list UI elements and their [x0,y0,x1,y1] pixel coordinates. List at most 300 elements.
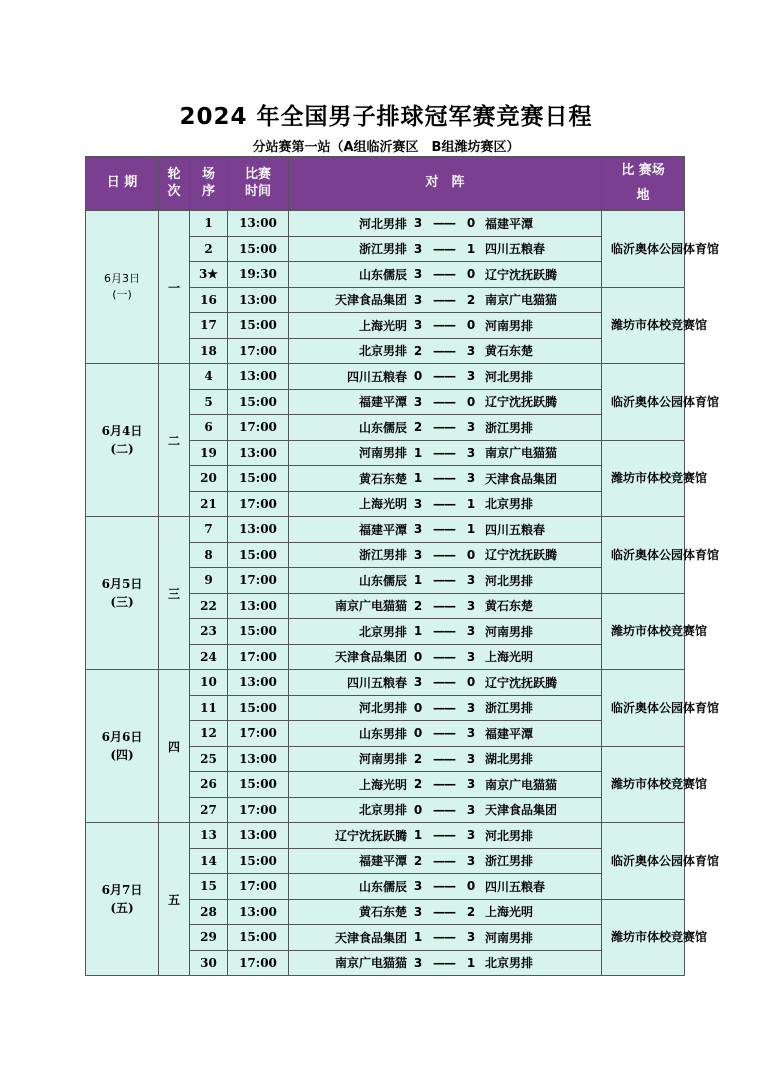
away-score: 2 [466,904,476,919]
matchup-cell [289,211,602,237]
match-number: 4 [190,364,228,390]
match-time: 15:00 [228,925,289,951]
home-team: 四川五粮春 [346,369,407,384]
match-row [86,823,685,849]
date-label: 6月3日 [104,271,140,285]
home-score: 2 [413,777,423,792]
away-score: 0 [466,547,476,562]
match-time: 15:00 [228,695,289,721]
matchup-cell [289,236,602,262]
venue-name: 临沂奥体公园体育馆 [611,700,720,715]
page-subtitle: 分站赛第一站（A组临沂赛区 B组潍坊赛区） [252,140,520,155]
home-score: 0 [413,369,423,384]
match-time: 15:00 [228,772,289,798]
score-dash: —— [433,624,455,639]
round-cell: 四 [159,670,190,823]
match-time: 13:00 [228,517,289,543]
match-time: 15:00 [228,389,289,415]
matchup-cell [289,313,602,339]
home-team: 河北男排 [358,701,407,716]
away-team: 河南男排 [485,930,534,945]
away-score: 1 [466,241,476,256]
match-number: 22 [190,593,228,619]
matchup-cell [289,593,602,619]
venue-name: 潍坊市体校竞赛馆 [611,624,708,639]
matchup-cell [289,797,602,823]
away-team: 天津食品集团 [485,471,558,486]
match-time: 13:00 [228,670,289,696]
weekday-label: (一) [112,288,132,301]
away-team: 浙江男排 [485,701,534,716]
matchup-cell [289,899,602,925]
home-team: 天津食品集团 [334,650,407,665]
match-time: 13:00 [228,746,289,772]
home-team: 辽宁沈抚跃腾 [334,828,407,843]
score-dash: —— [433,700,455,715]
date-cell [86,670,159,823]
match-number: 18 [190,338,228,364]
score-dash: —— [433,802,455,817]
score-dash: —— [433,675,455,690]
away-score: 0 [466,267,476,282]
date-label: 6月5日 [101,577,143,591]
matchup-cell [289,670,602,696]
matchup-cell [289,389,602,415]
header-date: 日 期 [86,157,159,211]
header-time-text: 比赛时间 [244,166,271,199]
away-team: 辽宁沈抚跃腾 [485,548,558,563]
home-team: 河北男排 [358,216,407,231]
away-team: 河北男排 [485,369,534,384]
venue-name: 潍坊市体校竞赛馆 [611,471,708,486]
away-score: 3 [466,343,476,358]
home-team: 天津食品集团 [334,293,407,308]
score-dash: —— [433,216,455,231]
venue-cell [602,746,708,823]
venue-cell [602,287,708,364]
date-label: 6月7日 [101,883,143,897]
match-number: 11 [190,695,228,721]
match-number: 1 [190,211,228,237]
home-score: 3 [413,955,423,970]
away-score: 3 [466,369,476,384]
match-time: 13:00 [228,899,289,925]
match-time: 17:00 [228,644,289,670]
score-dash: —— [433,547,455,562]
score-dash: —— [433,955,455,970]
home-team: 四川五粮春 [346,675,407,690]
home-team: 北京男排 [358,344,407,359]
away-score: 0 [466,318,476,333]
away-team: 四川五粮春 [485,242,546,257]
home-team: 山东男排 [358,726,407,741]
weekday-label: (五) [110,901,134,915]
home-score: 3 [413,522,423,537]
home-score: 1 [413,445,423,460]
header-venue-text: 比 赛场 地 [621,162,665,203]
away-team: 北京男排 [485,956,534,971]
match-time: 17:00 [228,721,289,747]
match-row [86,670,685,696]
score-dash: —— [433,445,455,460]
match-time: 17:00 [228,338,289,364]
match-time: 19:30 [228,262,289,288]
home-team: 福建平潭 [358,395,407,410]
away-team: 福建平潭 [485,726,534,741]
match-number: 23 [190,619,228,645]
score-dash: —— [433,573,455,588]
away-score: 1 [466,955,476,970]
home-score: 3 [413,879,423,894]
match-number: 16 [190,287,228,313]
score-dash: —— [433,267,455,282]
match-time: 13:00 [228,440,289,466]
match-number: 15 [190,874,228,900]
home-score: 0 [413,649,423,664]
home-team: 山东儒辰 [358,879,407,894]
matchup-cell [289,721,602,747]
score-dash: —— [433,420,455,435]
match-time: 13:00 [228,211,289,237]
match-number: 17 [190,313,228,339]
away-score: 0 [466,394,476,409]
matchup-cell [289,874,602,900]
away-score: 3 [466,777,476,792]
away-score: 3 [466,445,476,460]
date-cell [86,823,159,976]
score-dash: —— [433,471,455,486]
away-score: 3 [466,828,476,843]
weekday-label: (二) [110,442,134,456]
away-score: 3 [466,802,476,817]
match-time: 15:00 [228,542,289,568]
home-team: 北京男排 [358,624,407,639]
matchup-cell [289,695,602,721]
matchup-cell [289,568,602,594]
away-score: 2 [466,292,476,307]
away-team: 南京广电猫猫 [485,293,558,308]
match-time: 17:00 [228,797,289,823]
away-team: 天津食品集团 [485,803,558,818]
away-team: 河南男排 [485,624,534,639]
score-dash: —— [433,522,455,537]
away-score: 0 [466,216,476,231]
match-number: 13 [190,823,228,849]
away-score: 3 [466,930,476,945]
score-dash: —— [433,598,455,613]
match-number: 7 [190,517,228,543]
matchup-cell [289,287,602,313]
venue-cell [602,440,708,517]
home-team: 福建平潭 [358,854,407,869]
matchup-cell [289,925,602,951]
home-team: 南京广电猫猫 [334,956,407,971]
matchup-cell [289,364,602,390]
match-row [86,517,685,543]
match-time: 17:00 [228,874,289,900]
match-time: 15:00 [228,619,289,645]
away-score: 3 [466,726,476,741]
match-number: 21 [190,491,228,517]
away-team: 黄石东楚 [485,599,534,614]
matchup-cell [289,517,602,543]
match-time: 13:00 [228,364,289,390]
home-score: 3 [413,547,423,562]
matchup-cell [289,491,602,517]
match-number: 9 [190,568,228,594]
match-time: 13:00 [228,823,289,849]
match-number: 2 [190,236,228,262]
venue-cell [602,823,720,900]
home-score: 0 [413,700,423,715]
match-number: 5 [190,389,228,415]
venue-cell [602,899,708,976]
away-team: 河南男排 [485,318,534,333]
score-dash: —— [433,930,455,945]
home-team: 北京男排 [358,803,407,818]
home-score: 2 [413,598,423,613]
match-number: 12 [190,721,228,747]
away-score: 3 [466,420,476,435]
home-team: 山东儒辰 [358,573,407,588]
match-number: 28 [190,899,228,925]
match-row [86,364,685,390]
home-team: 黄石东楚 [358,905,407,920]
home-score: 1 [413,930,423,945]
matchup-cell [289,772,602,798]
score-dash: —— [433,241,455,256]
home-team: 上海光明 [358,497,407,512]
match-number: 30 [190,950,228,976]
match-number: 26 [190,772,228,798]
away-score: 3 [466,624,476,639]
home-score: 0 [413,802,423,817]
match-time: 17:00 [228,415,289,441]
venue-name: 潍坊市体校竞赛馆 [611,930,708,945]
date-cell [86,211,159,364]
home-team: 上海光明 [358,777,407,792]
away-team: 浙江男排 [485,420,534,435]
away-score: 3 [466,853,476,868]
away-team: 河北男排 [485,573,534,588]
match-time: 13:00 [228,287,289,313]
match-number: 27 [190,797,228,823]
schedule-table [85,156,720,976]
round-cell: 五 [159,823,190,976]
score-dash: —— [433,777,455,792]
venue-name: 临沂奥体公园体育馆 [611,394,720,409]
header-time [228,157,289,211]
match-number: 10 [190,670,228,696]
match-number: 24 [190,644,228,670]
home-team: 浙江男排 [358,548,407,563]
matchup-cell [289,440,602,466]
date-cell [86,517,159,670]
weekday-label: (三) [110,595,134,609]
score-dash: —— [433,394,455,409]
match-number: 19 [190,440,228,466]
home-team: 河南男排 [358,446,407,461]
matchup-cell [289,466,602,492]
round-cell: 一 [159,211,190,364]
venue-cell [602,670,720,747]
score-dash: —— [433,292,455,307]
schedule-body [86,211,720,976]
score-dash: —— [433,726,455,741]
home-score: 3 [413,904,423,919]
match-number: 14 [190,848,228,874]
match-number: 29 [190,925,228,951]
score-dash: —— [433,853,455,868]
venue-name: 临沂奥体公园体育馆 [611,853,720,868]
matchup-cell [289,542,602,568]
score-dash: —— [433,369,455,384]
venue-cell [602,211,720,288]
header-match: 对 阵 [289,157,602,211]
date-cell [86,364,159,517]
score-dash: —— [433,496,455,511]
home-score: 1 [413,828,423,843]
matchup-cell [289,262,602,288]
match-number: 3★ [190,262,228,288]
matchup-cell [289,644,602,670]
home-score: 2 [413,853,423,868]
match-number: 8 [190,542,228,568]
away-team: 福建平潭 [485,216,534,231]
home-score: 3 [413,292,423,307]
page-title: 2024 年全国男子排球冠军赛竞赛日程 [179,104,593,130]
header-seq-text: 场序 [201,166,215,199]
header-round [159,157,190,211]
home-team: 上海光明 [358,318,407,333]
away-team: 湖北男排 [485,752,534,767]
round-cell: 二 [159,364,190,517]
away-team: 四川五粮春 [485,879,546,894]
home-score: 3 [413,241,423,256]
home-team: 山东儒辰 [358,267,407,282]
venue-name: 潍坊市体校竞赛馆 [611,777,708,792]
match-time: 15:00 [228,313,289,339]
match-time: 15:00 [228,848,289,874]
away-score: 1 [466,522,476,537]
home-score: 1 [413,624,423,639]
match-row [86,211,685,237]
home-score: 2 [413,343,423,358]
match-time: 13:00 [228,593,289,619]
matchup-cell [289,950,602,976]
home-score: 3 [413,496,423,511]
venue-cell [602,593,708,670]
matchup-cell [289,619,602,645]
away-score: 3 [466,751,476,766]
header-row [86,157,685,211]
matchup-cell [289,746,602,772]
away-team: 北京男排 [485,497,534,512]
score-dash: —— [433,318,455,333]
away-score: 3 [466,700,476,715]
date-label: 6月4日 [101,424,143,438]
home-team: 黄石东楚 [358,471,407,486]
matchup-cell [289,415,602,441]
match-time: 17:00 [228,491,289,517]
away-score: 3 [466,598,476,613]
home-team: 天津食品集团 [334,930,407,945]
match-number: 6 [190,415,228,441]
home-score: 2 [413,420,423,435]
match-time: 15:00 [228,466,289,492]
score-dash: —— [433,879,455,894]
home-score: 1 [413,573,423,588]
away-team: 辽宁沈抚跃腾 [485,675,558,690]
venue-name: 临沂奥体公园体育馆 [611,547,720,562]
home-score: 2 [413,751,423,766]
away-team: 上海光明 [485,650,534,665]
home-score: 1 [413,471,423,486]
score-dash: —— [433,649,455,664]
away-team: 南京广电猫猫 [485,777,558,792]
matchup-cell [289,823,602,849]
home-team: 南京广电猫猫 [334,599,407,614]
header-seq [190,157,228,211]
score-dash: —— [433,343,455,358]
away-team: 四川五粮春 [485,522,546,537]
home-team: 浙江男排 [358,242,407,257]
match-number: 20 [190,466,228,492]
away-score: 3 [466,573,476,588]
away-team: 上海光明 [485,905,534,920]
venue-name: 潍坊市体校竞赛馆 [611,318,708,333]
away-team: 南京广电猫猫 [485,446,558,461]
away-team: 辽宁沈抚跃腾 [485,395,558,410]
score-dash: —— [433,751,455,766]
away-team: 辽宁沈抚跃腾 [485,267,558,282]
venue-cell [602,364,720,441]
away-team: 浙江男排 [485,854,534,869]
away-team: 河北男排 [485,828,534,843]
venue-name: 临沂奥体公园体育馆 [611,241,720,256]
away-score: 3 [466,471,476,486]
home-score: 0 [413,726,423,741]
header-round-text: 轮次 [167,166,181,199]
away-score: 1 [466,496,476,511]
round-cell: 三 [159,517,190,670]
matchup-cell [289,848,602,874]
matchup-cell [289,338,602,364]
weekday-label: (四) [110,748,134,762]
home-score: 3 [413,675,423,690]
home-score: 3 [413,267,423,282]
away-score: 0 [466,879,476,894]
header-venue [602,157,685,211]
home-team: 河南男排 [358,752,407,767]
away-score: 3 [466,649,476,664]
away-score: 0 [466,675,476,690]
home-score: 3 [413,318,423,333]
away-team: 黄石东楚 [485,344,534,359]
home-score: 3 [413,394,423,409]
match-time: 15:00 [228,236,289,262]
date-label: 6月6日 [101,730,143,744]
home-score: 3 [413,216,423,231]
match-number: 25 [190,746,228,772]
match-time: 17:00 [228,568,289,594]
venue-cell [602,517,720,594]
score-dash: —— [433,904,455,919]
home-team: 山东儒辰 [358,420,407,435]
home-team: 福建平潭 [358,522,407,537]
score-dash: —— [433,828,455,843]
match-time: 17:00 [228,950,289,976]
